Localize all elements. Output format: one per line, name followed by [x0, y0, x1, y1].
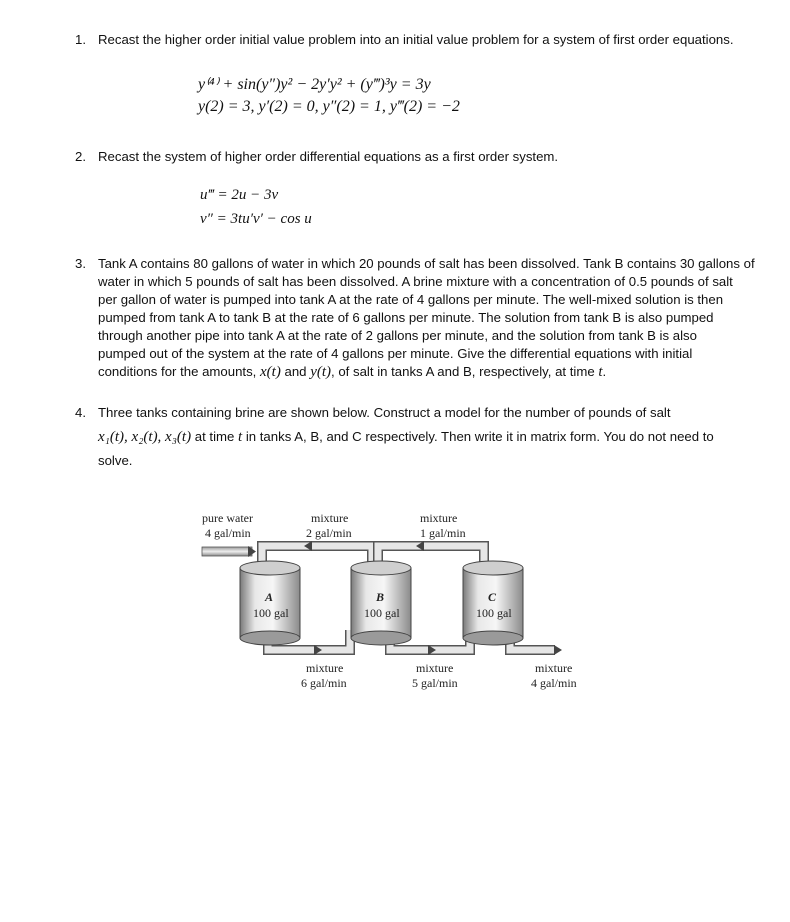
bottom-mid-rate: 5 gal/min [412, 676, 458, 690]
bottom-left-label: mixture [306, 661, 344, 675]
question-text: Recast the system of higher order differential equations as a first order system. [98, 149, 559, 164]
inflow-rate: 4 gal/min [205, 526, 251, 540]
question-text: Recast the higher order initial value problem into an initial value problem for a system of first order equations. [98, 32, 734, 47]
outflow-label: mixture [535, 661, 573, 675]
equation: u‴ = 2u − 3v [200, 187, 279, 203]
tank-a-volume: 100 gal [253, 606, 289, 620]
top-right-rate: 1 gal/min [420, 526, 466, 540]
question-text [98, 404, 778, 470]
text-line: pumped out of the system at the rate of 4 gallons per minute. Give the differential equations with initial [98, 346, 693, 361]
math-t: t [598, 364, 603, 380]
tank-c [463, 561, 523, 645]
top-mid-label: mixture [311, 511, 349, 525]
question-number: 2. [75, 149, 86, 164]
text-line: solve. [98, 453, 133, 468]
question-number: 3. [75, 256, 86, 271]
bottom-mid-label: mixture [416, 661, 454, 675]
tank-a [240, 561, 300, 645]
text-line: through another pipe into tank A at the rate of 2 gallons per minute, and the solution from tank B is also [98, 328, 697, 343]
outflow-arrow [554, 645, 562, 655]
text-line: Three tanks containing brine are shown below. Construct a model for the number of pounds of salt [98, 405, 671, 420]
question-4 [75, 404, 775, 474]
math-x-of-t: x(t) [260, 364, 281, 380]
math-t: t [238, 429, 243, 445]
tank-diagram [0, 500, 790, 700]
initial-conditions: y(2) = 3, y′(2) = 0, y″(2) = 1, y‴(2) = −2 [198, 98, 460, 115]
text-line: pumped from tank A to tank B at the rate of 6 gallons per minute. The solution from tank B is also pumped [98, 310, 714, 325]
equation: v″ = 3tu′v′ − cos u [200, 211, 312, 227]
inflow-label: pure water [202, 511, 253, 525]
tank-c-name: C [488, 590, 497, 604]
question-number: 1. [75, 32, 86, 47]
text-line: per gallon of water is pumped into tank A at the rate of 4 gallons per minute. The well-mixed solution is then [98, 292, 724, 307]
text-line: conditions for the amounts, x(t) and y(t), of salt in tanks A and B, respectively, at time t. [98, 364, 607, 380]
text-line: x₁(t), x₂(t), x₃(t) at time t in tanks A, B, and C respectively. Then write it in matrix form. You do not need to [98, 429, 714, 445]
text-line: Tank A contains 80 gallons of water in which 20 pounds of salt has been dissolved. Tank B contains 30 gallons of [98, 256, 755, 271]
equation: y⁽⁴⁾ + sin(y″)y² − 2y′y² + (y‴)³y = 3y [198, 76, 431, 93]
outflow-rate: 4 gal/min [531, 676, 577, 690]
tank-a-name: A [265, 590, 274, 604]
math-y-of-t: y(t) [310, 364, 332, 380]
tank-c-volume: 100 gal [476, 606, 512, 620]
question-number: 4. [75, 405, 86, 420]
top-mid-rate: 2 gal/min [306, 526, 352, 540]
bottom-left-rate: 6 gal/min [301, 676, 347, 690]
math-vars: x₁(t), x₂(t), x₃(t) [98, 429, 192, 445]
text-line: water in which 5 pounds of salt has been dissolved. A brine mixture with a concentration of 0.5 pounds of salt [98, 274, 733, 289]
inflow-pipe [202, 547, 252, 556]
tank-b [351, 561, 411, 645]
question-3 [75, 255, 775, 385]
question-text [98, 255, 778, 381]
tank-b-name: B [376, 590, 385, 604]
tank-b-volume: 100 gal [364, 606, 400, 620]
top-right-label: mixture [420, 511, 458, 525]
